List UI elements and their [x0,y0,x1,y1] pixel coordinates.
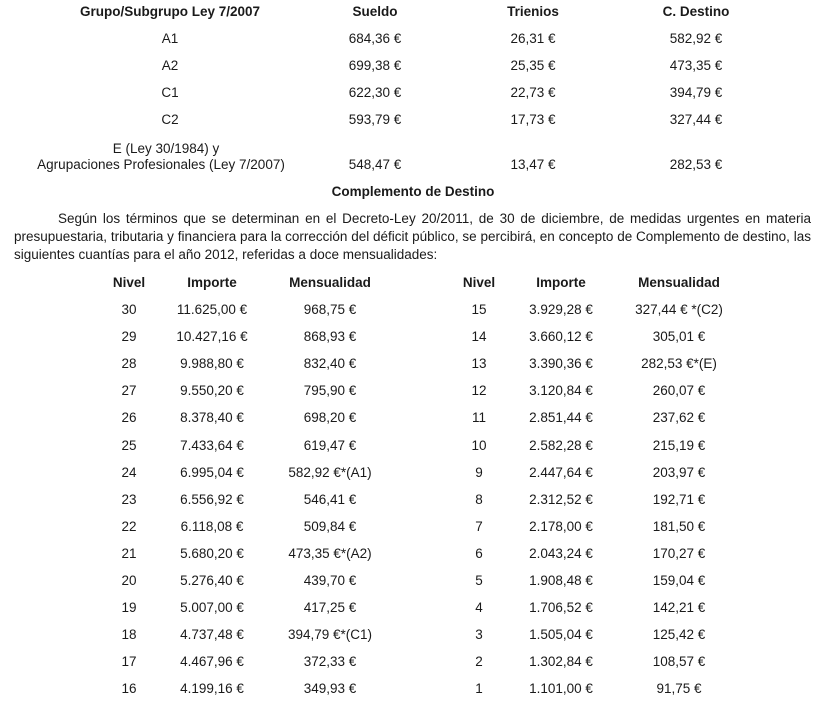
nivel-cell: 1 [475,681,483,696]
mensualidad-cell: 260,07 € [652,383,706,398]
importe-cell: 4.467,96 € [180,654,244,669]
importe-cell: 4.199,16 € [180,681,244,696]
mensualidad-cell: 417,25 € [303,600,357,615]
importe-cell: 6.118,08 € [180,519,244,534]
mensualidad-cell: 349,93 € [303,681,357,696]
importe-cell: 1.505,04 € [529,627,593,642]
importe-cell: 7.433,64 € [180,438,244,453]
nivel-cell: 29 [121,329,137,344]
importe-cell: 2.582,28 € [529,438,593,453]
section-title: Complemento de Destino [331,184,495,199]
importe-cell: 6.556,92 € [180,492,244,507]
nivel-cell: 14 [471,329,487,344]
header-destino: C. Destino [662,4,730,19]
nivel-cell: 6 [475,546,483,561]
mensualidad-cell: 394,79 €*(C1) [287,627,373,642]
sueldo-cell: 548,47 € [348,157,402,172]
nivel-cell: 25 [121,438,137,453]
nivel-cell: 27 [121,383,137,398]
group-cell: C2 [161,112,179,127]
importe-cell: 1.302,84 € [529,654,593,669]
importe-cell: 4.737,48 € [180,627,244,642]
importe-cell: 9.988,80 € [180,356,244,371]
importe-cell: 11.625,00 € [176,302,248,317]
sueldo-cell: 593,79 € [348,112,402,127]
mensualidad-cell: 215,19 € [652,438,706,453]
mensualidad-cell: 181,50 € [652,519,706,534]
salary-row [0,58,826,78]
nivel-cell: 12 [471,383,487,398]
paragraph-text: Según los términos que se determinan en el Decreto-Ley 20/2011, de 30 de diciembre, de medidas urgentes en materia presupuestaria, tributaria y financiera para la corrección del déficit público, se percibirá, en concepto de Complemento de destino, las siguientes cuantías para el año 2012, referidas a doce mensualidades: [14,211,811,262]
destino-cell: 327,44 € [669,112,723,127]
nivel-cell: 5 [475,573,483,588]
mensualidad-cell: 203,97 € [652,465,706,480]
header-nivel: Nivel [112,275,146,290]
mensualidad-cell: 327,44 € *(C2) [635,302,723,317]
sueldo-cell: 622,30 € [348,85,402,100]
destino-cell: 394,79 € [669,85,723,100]
salary-row-e-values [0,157,826,177]
importe-cell: 2.043,24 € [529,546,593,561]
header-importe: Importe [536,275,586,290]
mensualidad-cell: 237,62 € [652,410,706,425]
trienios-cell: 22,73 € [510,85,556,100]
importe-cell: 1.101,00 € [529,681,593,696]
importe-cell: 3.120,84 € [529,383,593,398]
mensualidad-cell: 91,75 € [656,681,702,696]
mensualidad-cell: 159,04 € [652,573,706,588]
salary-table-header [0,4,826,24]
mensualidad-cell: 282,53 €*(E) [641,356,717,371]
nivel-cell: 13 [471,356,487,371]
mensualidad-cell: 192,71 € [652,492,706,507]
nivel-cell: 20 [121,573,137,588]
group-cell: A1 [161,31,179,46]
mensualidad-cell: 968,75 € [303,302,357,317]
salary-row [0,112,826,132]
mensualidad-cell: 125,42 € [652,627,706,642]
body-paragraph [14,210,811,264]
nivel-cell: 16 [121,681,137,696]
destino-cell: 282,53 € [669,157,723,172]
header-mensualidad: Mensualidad [638,275,720,290]
nivel-cell: 9 [475,465,483,480]
mensualidad-cell: 832,40 € [303,356,357,371]
importe-cell: 2.178,00 € [529,519,593,534]
header-trienios: Trienios [507,4,559,19]
mensualidad-cell: 108,57 € [652,654,706,669]
importe-cell: 1.908,48 € [529,573,593,588]
group-cell: A2 [161,58,179,73]
nivel-cell: 18 [121,627,137,642]
importe-cell: 2.312,52 € [529,492,593,507]
trienios-cell: 25,35 € [510,58,556,73]
mensualidad-cell: 439,70 € [303,573,357,588]
sueldo-cell: 684,36 € [348,31,402,46]
sueldo-cell: 699,38 € [348,58,402,73]
importe-cell: 3.929,28 € [529,302,593,317]
header-nivel: Nivel [462,275,496,290]
importe-cell: 5.007,00 € [180,600,244,615]
nivel-cell: 26 [121,410,137,425]
mensualidad-cell: 546,41 € [303,492,357,507]
salary-row [0,31,826,51]
nivel-cell: 23 [121,492,137,507]
header-importe: Importe [187,275,237,290]
importe-cell: 2.851,44 € [529,410,593,425]
mensualidad-cell: 868,93 € [303,329,357,344]
importe-cell: 9.550,20 € [180,383,244,398]
mensualidad-cell: 372,33 € [303,654,357,669]
trienios-cell: 26,31 € [510,31,556,46]
nivel-cell: 7 [475,519,483,534]
nivel-cell: 3 [475,627,483,642]
nivel-cell: 10 [471,438,487,453]
mensualidad-cell: 142,21 € [652,600,706,615]
mensualidad-cell: 795,90 € [303,383,357,398]
salary-row [0,85,826,105]
trienios-cell: 17,73 € [510,112,556,127]
nivel-cell: 15 [471,302,487,317]
header-sueldo: Sueldo [352,4,398,19]
destino-cell: 582,92 € [669,31,723,46]
nivel-cell: 24 [121,465,137,480]
group-cell: C1 [161,85,179,100]
importe-cell: 6.995,04 € [180,465,244,480]
importe-cell: 8.378,40 € [180,410,244,425]
nivel-cell: 30 [121,302,137,317]
nivel-cell: 22 [121,519,137,534]
trienios-cell: 13,47 € [510,157,556,172]
mensualidad-cell: 509,84 € [303,519,357,534]
mensualidad-cell: 698,20 € [303,410,357,425]
group-e-line1: E (Ley 30/1984) y [112,141,220,156]
header-mensualidad: Mensualidad [289,275,371,290]
mensualidad-cell: 473,35 €*(A2) [288,546,372,561]
destino-cell: 473,35 € [669,58,723,73]
importe-cell: 10.427,16 € [176,329,248,344]
importe-cell: 2.447,64 € [529,465,593,480]
importe-cell: 5.276,40 € [180,573,244,588]
nivel-cell: 19 [121,600,137,615]
nivel-cell: 11 [471,410,486,425]
header-grupo: Grupo/Subgrupo Ley 7/2007 [79,4,261,19]
nivel-cell: 2 [475,654,483,669]
nivel-cell: 8 [475,492,483,507]
importe-cell: 1.706,52 € [529,600,593,615]
importe-cell: 3.660,12 € [529,329,593,344]
mensualidad-cell: 305,01 € [652,329,706,344]
mensualidad-cell: 170,27 € [652,546,706,561]
nivel-cell: 28 [121,356,137,371]
nivel-cell: 17 [121,654,137,669]
nivel-cell: 4 [475,600,483,615]
importe-cell: 5.680,20 € [180,546,244,561]
nivel-cell: 21 [121,546,137,561]
importe-cell: 3.390,36 € [529,356,593,371]
mensualidad-cell: 582,92 €*(A1) [288,465,372,480]
group-e-line2: Agrupaciones Profesionales (Ley 7/2007) [37,157,285,172]
mensualidad-cell: 619,47 € [303,438,357,453]
